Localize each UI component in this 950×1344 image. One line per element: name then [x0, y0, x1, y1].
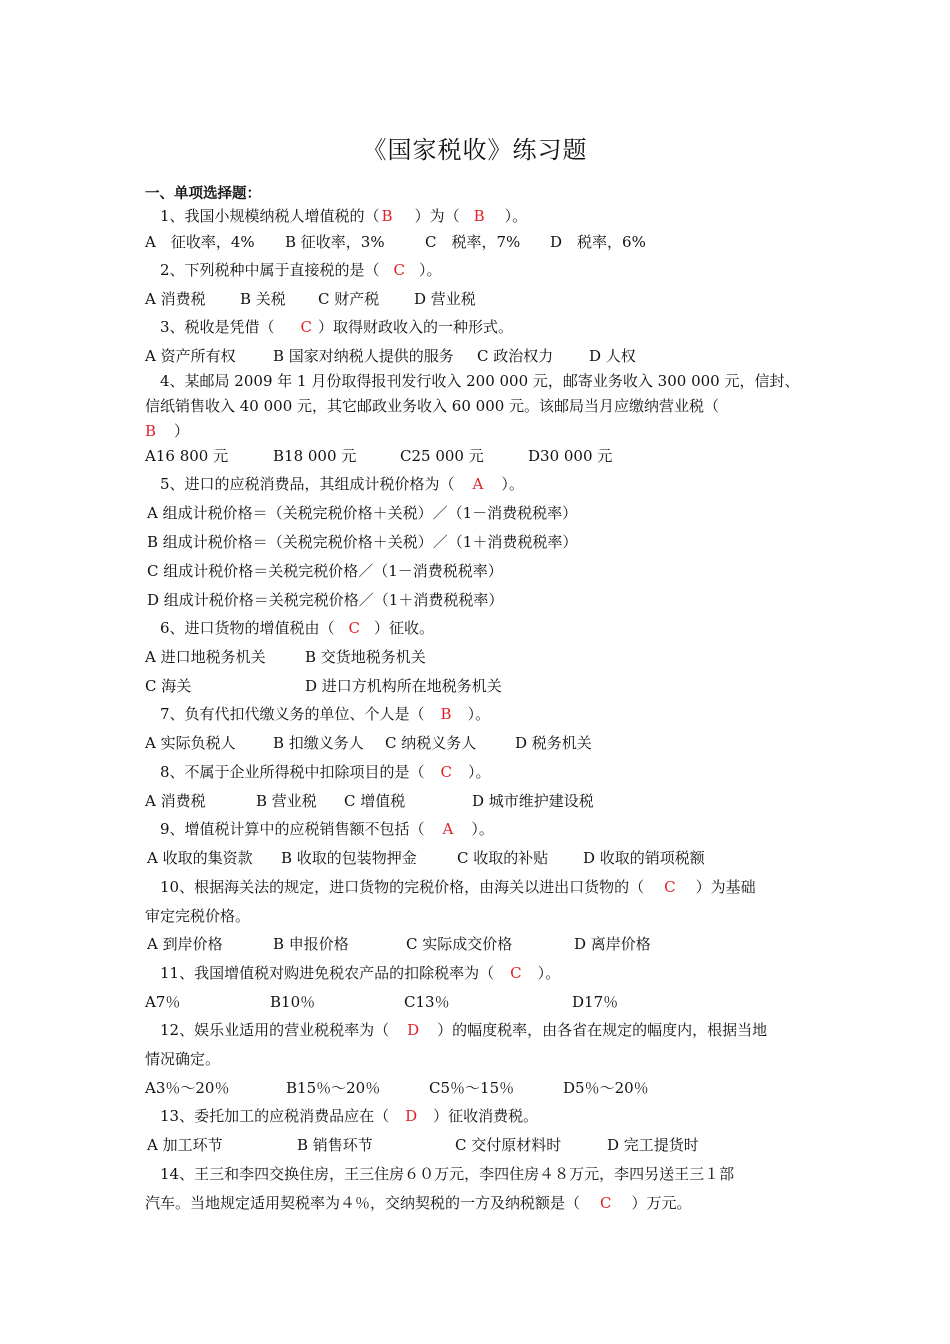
answer: C — [440, 763, 453, 781]
question-text: 汽车。当地规定适用契税率为４％，交纳契税的一方及纳税额是（ — [145, 1194, 581, 1212]
option: D 完工提货时 — [607, 1136, 699, 1154]
option: C 纳税义务人 — [385, 734, 477, 752]
options-6b — [145, 676, 502, 696]
answer: C — [664, 878, 676, 896]
options-3 — [145, 346, 636, 366]
question-text: ）征收。 — [374, 619, 435, 637]
option: D 营业税 — [414, 290, 476, 308]
question-11 — [160, 963, 560, 983]
question-text: 6、进口货物的增值税由（ — [160, 619, 335, 637]
answer: C — [393, 261, 406, 279]
option: B 申报价格 — [273, 935, 349, 953]
option: A 收取的集资款 — [147, 849, 253, 867]
answer: C — [300, 318, 313, 336]
option: B 征收率，3% — [285, 233, 385, 251]
option: C25 000 元 — [400, 447, 484, 465]
options-4 — [145, 446, 612, 466]
answer: A — [442, 820, 454, 838]
question-8 — [160, 762, 491, 782]
question-text: 1、我国小规模纳税人增值税的（ — [160, 207, 380, 225]
question-text: ）取得财政收入的一种形式。 — [318, 318, 514, 336]
answer: D — [407, 1021, 420, 1039]
option: C 增值税 — [344, 792, 406, 810]
question-text: 8、不属于企业所得税中扣除项目的是（ — [160, 763, 425, 781]
option: C 组成计税价格＝关税完税价格／（1－消费税税率） — [147, 562, 503, 580]
question-3 — [160, 317, 513, 337]
question-text: 5、进口的应税消费品，其组成计税价格为（ — [160, 475, 455, 493]
question-text: 7、负有代扣代缴义务的单位、个人是（ — [160, 705, 425, 723]
question-4-line-2: 信纸销售收入 40 000 元，其它邮政业务收入 60 000 元。该邮局当月应缴纳营业税（ — [145, 397, 720, 415]
options-2 — [145, 289, 476, 309]
question-text: ） — [174, 422, 190, 440]
option: C 税率，7% — [425, 233, 521, 251]
question-text: ）。 — [471, 820, 494, 838]
option: C 收取的补贴 — [457, 849, 549, 867]
option: B 国家对纳税人提供的服务 — [273, 347, 454, 365]
option: D 人权 — [589, 347, 636, 365]
option: A 进口地税务机关 — [145, 648, 266, 666]
answer: B — [473, 207, 485, 225]
question-4-line-3 — [145, 421, 189, 441]
options-9 — [147, 848, 705, 868]
question-4: 4、某邮局 2009 年 1 月份取得报刊发行收入 200 000 元，邮寄业务收入 300 000 元，信封、 — [160, 372, 800, 390]
question-10-line-2: 审定完税价格。 — [145, 907, 251, 925]
question-text: 3、税收是凭借（ — [160, 318, 275, 336]
option: A 消费税 — [145, 290, 206, 308]
question-text: ）。 — [504, 207, 528, 225]
section-heading: 一、单项选择题： — [145, 186, 261, 202]
options-8 — [145, 791, 594, 811]
question-12 — [160, 1020, 767, 1040]
option: C 财产税 — [318, 290, 380, 308]
option: B 关税 — [240, 290, 286, 308]
answer: B — [381, 207, 393, 225]
question-text: 12、娱乐业适用的营业税税率为（ — [160, 1021, 390, 1039]
options-10 — [147, 934, 651, 954]
option: A 加工环节 — [147, 1136, 223, 1154]
option: A3％～20％ — [145, 1079, 230, 1097]
option: D5％～20％ — [563, 1079, 649, 1097]
answer: C — [510, 964, 522, 982]
question-14-line-2 — [145, 1193, 692, 1213]
option: D 组成计税价格＝关税完税价格／（1＋消费税税率） — [147, 591, 504, 609]
answer: B — [440, 705, 452, 723]
question-text: 2、下列税种中属于直接税的是（ — [160, 261, 380, 279]
option: A7％ — [145, 993, 181, 1011]
option: C 政治权力 — [477, 347, 554, 365]
question-text: ）。 — [467, 705, 491, 723]
question-text: ）。 — [468, 763, 491, 781]
option: D 税率，6% — [550, 233, 646, 251]
question-9 — [160, 819, 494, 839]
option: D 城市维护建设税 — [472, 792, 594, 810]
question-7 — [160, 704, 490, 724]
question-text: 13、委托加工的应税消费品应在（ — [160, 1107, 390, 1125]
option: B 扣缴义务人 — [273, 734, 364, 752]
question-text: 9、增值税计算中的应税销售额不包括（ — [160, 820, 425, 838]
option: B 组成计税价格＝（关税完税价格＋关税）／（1＋消费税税率） — [147, 533, 578, 551]
question-text: ）征收消费税。 — [433, 1107, 539, 1125]
question-text: ）。 — [537, 964, 561, 982]
options-13 — [147, 1135, 699, 1155]
question-14: 14、王三和李四交换住房，王三住房６０万元，李四住房４８万元，李四另送王三１部 — [160, 1165, 735, 1183]
options-1 — [145, 232, 646, 252]
option: A16 800 元 — [145, 447, 229, 465]
question-text: ）。 — [419, 261, 442, 279]
option: A 资产所有权 — [145, 347, 236, 365]
option: A 实际负税人 — [145, 734, 236, 752]
option: C 交付原材料时 — [455, 1136, 562, 1154]
question-text: ）。 — [501, 475, 524, 493]
option: C 海关 — [145, 677, 192, 695]
option: A 到岸价格 — [147, 935, 223, 953]
page-title: 《国家税收》练习题 — [362, 136, 588, 164]
option: D30 000 元 — [528, 447, 613, 465]
option: D 进口方机构所在地税务机关 — [305, 677, 502, 695]
question-10 — [160, 877, 756, 897]
option: B10％ — [270, 993, 316, 1011]
option: A 组成计税价格＝（关税完税价格＋关税）／（1－消费税税率） — [147, 504, 578, 522]
option: C13％ — [404, 993, 450, 1011]
option: A 征收率，4% — [145, 233, 255, 251]
option: B 营业税 — [256, 792, 317, 810]
question-text: ）为（ — [414, 207, 460, 225]
question-text: ）万元。 — [631, 1194, 692, 1212]
question-12-line-2: 情况确定。 — [145, 1050, 221, 1068]
option: D 税务机关 — [515, 734, 592, 752]
question-5 — [160, 474, 524, 494]
question-13 — [160, 1106, 538, 1126]
answer: B — [145, 422, 157, 440]
option: D 收取的销项税额 — [583, 849, 705, 867]
question-text: 10、根据海关法的规定，进口货物的完税价格，由海关以进出口货物的（ — [160, 878, 645, 896]
answer: C — [348, 619, 361, 637]
question-text: ）为基础 — [695, 878, 756, 896]
options-7 — [145, 733, 592, 753]
question-2 — [160, 260, 442, 280]
options-12 — [145, 1078, 649, 1098]
options-11 — [145, 992, 618, 1012]
option: D17％ — [572, 993, 619, 1011]
option: B 销售环节 — [297, 1136, 373, 1154]
question-6 — [160, 618, 434, 638]
question-1 — [160, 206, 527, 226]
question-text: 11、我国增值税对购进免税农产品的扣除税率为（ — [160, 964, 495, 982]
question-text: ）的幅度税率，由各省在规定的幅度内，根据当地 — [437, 1021, 768, 1039]
option: C 实际成交价格 — [406, 935, 513, 953]
option: B18 000 元 — [273, 447, 357, 465]
answer: D — [405, 1107, 418, 1125]
option: B15％～20％ — [286, 1079, 381, 1097]
option: D 离岸价格 — [574, 935, 651, 953]
option: B 交货地税务机关 — [305, 648, 426, 666]
options-6 — [145, 647, 426, 667]
option: A 消费税 — [145, 792, 206, 810]
option: B 收取的包装物押金 — [281, 849, 417, 867]
answer: C — [600, 1194, 612, 1212]
option: C5％～15％ — [429, 1079, 515, 1097]
answer: A — [472, 475, 484, 493]
